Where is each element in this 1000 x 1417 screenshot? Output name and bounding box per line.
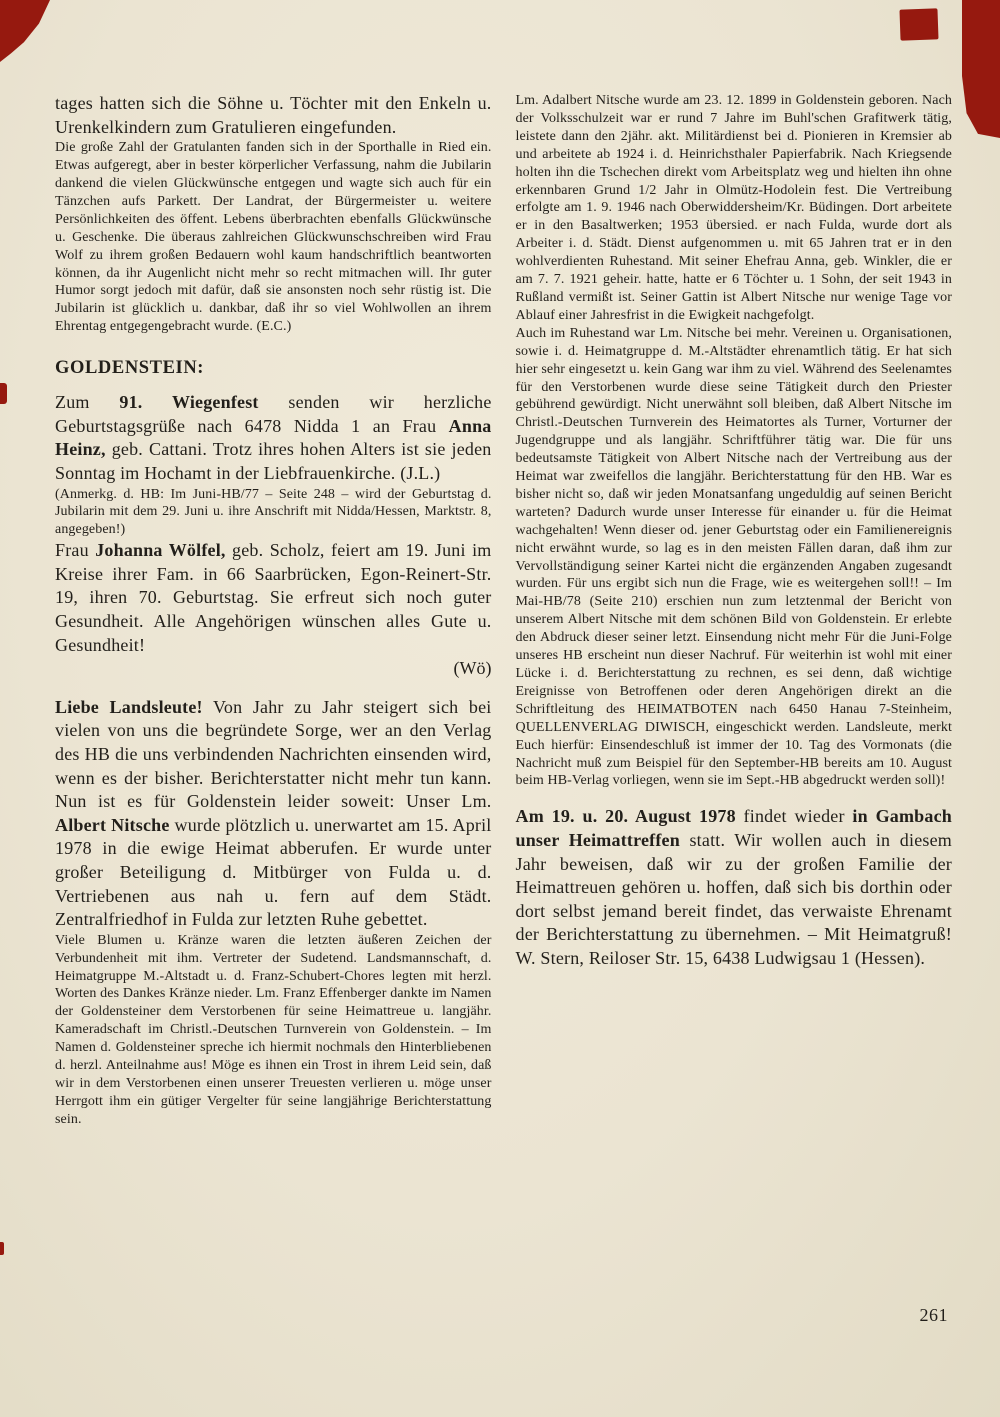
- signature-woe: (Wö): [453, 658, 492, 679]
- two-column-text-area: [55, 92, 952, 1129]
- left-column: [55, 92, 492, 1129]
- red-ink-stain-top-left: [0, 0, 50, 62]
- red-ink-mark-left-edge-lower: [0, 1242, 4, 1255]
- birthday-greeting-anna-heinz: Zum 91. Wiegenfest senden wir herzliche Geburtstagsgrüße nach 6478 Nidda 1 an Frau Anna Heinz, geb. Cattani. Trotz ihres hohen Alters ist sie jeden Sonntag im Hochamt in der Liebfrauenkirche. (J.L.): [55, 392, 492, 483]
- heimattreffen-announcement-paragraph: Am 19. u. 20. August 1978 findet wieder in Gambach unser Heimattreffen statt. Wir wollen auch in diesem Jahr beweisen, daß wir zu der großen Familie der Heimattreuen gehören u. hoffen, daß sich bis dorthin oder dort selbst jemand bereit findet, das verwaiste Ehrenamt der Berichterstattung zu übernehmen. – Mit Heimatgruß! W. Stern, Reiloser Str. 15, 6438 Ludwigsau 1 (Hessen).: [515, 806, 952, 968]
- birthday-greeting-johanna-woelfel: Frau Johanna Wölfel, geb. Scholz, feiert am 19. Juni im Kreise ihrer Fam. in 66 Saarbrücken, Egon-Reinert-Str. 19, ihren 70. Geburtstag. Sie erfreut sich noch guter Gesundheit. Alle Angehörigen wünschen alles Gute u. Gesundheit!: [55, 540, 492, 655]
- funeral-report-paragraph: Viele Blumen u. Kränze waren die letzten äußeren Zeichen der Verbundenheit mit ihm. Vertreter der Sudetend. Landsmannschaft, d. Heimatgruppe M.-Altstadt u. d. Franz-Schubert-Chores legten mit herzl. Worten des Dankes Kränze nieder. Lm. Franz Effenberger dankte im Namen der Goldensteiner dem Verstorbenen für seine Heimattreue u. langjähr. Kameradschaft im Christl.-Deutschen Turnverein von Goldenstein. – Im Namen d. Goldensteiner spreche ich hiermit nochmals den Hinterbliebenen d. herzl. Anteilnahme aus! Möge es ihnen ein Trost in ihrem Leid sein, daß wir in dem Verstorbenen einen unserer Treuesten verlieren u. möge unser Herrgott ihm ein gütiger Vergelter für seine langjährige Berichterstattung sein.: [55, 932, 492, 1127]
- red-ink-mark-left-edge-upper: [0, 383, 7, 404]
- page-number: 261: [919, 1305, 948, 1325]
- red-ink-stain-top-right-block: [899, 8, 938, 40]
- obituary-announcement-paragraph: Liebe Landsleute! Von Jahr zu Jahr steigert sich bei vielen von uns die begründete Sorge, wer an den Verlag des HB die uns verbindenden Nachrichten einsenden wird, wenn es der bisher. Berichterstatter nicht mehr tun kann. Nun ist es für Goldenstein leider soweit: Unser Lm. Albert Nitsche wurde plötzlich u. unerwartet am 15. April 1978 in die ewige Heimat abberufen. Er wurde unter großer Beteiligung d. Mitbürger von Fulda u. d. Vertriebenen aus nah u. fern auf dem Städt. Zentralfriedhof in Fulda zur letzten Ruhe gebettet.: [55, 696, 492, 930]
- biography-paragraph: Lm. Adalbert Nitsche wurde am 23. 12. 1899 in Goldenstein geboren. Nach der Volksschulzeit war er rund 7 Jahre im Buhl'schen Grafitwerk tätig, leistete dann den 2jähr. akt. Militärdienst bei d. Pionieren in Kremsier ab und arbeitete ab 1924 i. d. Heinrichsthaler Papierfabrik. Nach Kriegsende holten ihn die Tschechen direkt vom Arbeitsplatz weg und hielten ihn ohne erkennbaren Grund 1/2 Jahr in Olmütz-Hodolein fest. Die Vertreibung erfolgte am 1. 9. 1946 nach Oberwiddersheim/Kr. Büdingen. Dort arbeitete er in den Basaltwerken; 1953 übersied. er nach Fulda, wurde dort als Arbeiter i. d. Städt. Dienst aufgenommen u. mit 65 Jahren trat er in den wohlverdienten Ruhestand. Mit seiner Ehefrau Anna, geb. Winkler, die er am 7. 7. 1921 geheir. hatte, hatte er 6 Töchter u. 1 Sohn, der seit 1943 in Rußland vermißt ist. Seiner Gattin ist Albert Nitsche nur wenige Tage vor Ablauf einer Jahresfrist in die Ewigkeit nachgefolgt.: [515, 93, 952, 323]
- tribute-and-editorial-paragraph: Auch im Ruhestand war Lm. Nitsche bei mehr. Vereinen u. Organisationen, sowie i. d. Heimatgruppe d. M.-Altstädter ehrenamtlich tätig. Er hat sich hier sehr eingesetzt u. kein Gang war ihm zu viel. Während des Seelenamtes für den Verstorbenen wurde diese seine Tätigkeit durch den Priester gebührend gewürdigt. Nicht unerwähnt soll bleiben, daß Albert Nitsche im Christl.-Deutschen Turnverein des Heimatortes als Turner, Vorturner der Jugendgruppe und als langjähr. Schriftführer tätig war. Die für uns bedeutsamste Tätigkeit von Albert Nitsche nach der Vertreibung aus der Heimat war zweifellos die langjähr. Berichterstattung für den HB. War es bisher nicht so, daß wir jeden Monatsanfang ungeduldig auf seinen Bericht warteten? Dadurch wurde unser Interesse für einander u. für die Heimat wachgehalten! Wenn dieser od. jener Geburtstag oder ein Familienereignis nicht erwähnt wurde, so lag es in den meisten Fällen daran, daß ihm zur Vervollständigung seiner Kartei nicht die ergänzenden Angaben zugesandt wurden. Für uns ergibt sich nun die Frage, wie es weitergehen soll!! – Im Mai-HB/78 (Seite 210) erschien nun zum letztenmal der Bericht von unserem Albert Nitsche mit dem schönen Bild von Goldenstein. Er erlebte den Abdruck dieser seiner letzt. Einsendung nicht mehr Für die Juni-Folge unseres HB erscheint nun dieser Nachruf. Für weiterhin ist wohl mit einer Lücke i. d. Berichterstattung zu rechnen, es sei denn, daß wichtige Ereignisse von Betroffenen oder deren Angehörigen direkt an die Schriftleitung des HEIMATBOTEN nach 6450 Hanau 7-Steinheim, QUELLENVERLAG DIWISCH, eingeschickt werden. Landsleute, merkt Euch hierfür: Einsendeschluß ist immer der 10. Tag des Vormonats (die Nachricht muß zum Beispiel für den September-HB bereits am 10. August beim HB-Verlag vorliegen, wenn sie im Sept.-HB abgedruckt werden soll)!: [515, 325, 952, 789]
- continuation-paragraph: tages hatten sich die Söhne u. Töchter mit den Enkeln u. Urenkelkindern zum Gratulieren eingefunden.: [55, 93, 492, 137]
- red-ink-stain-top-right-strip: [962, 0, 1000, 138]
- editor-note-paragraph: (Anmerkg. d. HB: Im Juni-HB/77 – Seite 248 – wird der Geburtstag d. Jubilarin mit dem 29. Juni u. ihre Anschrift mit Nidda/Hessen, Marktstr. 8, angegeben!): [55, 486, 492, 538]
- birthday-report-paragraph: Die große Zahl der Gratulanten fanden sich in der Sporthalle in Ried ein. Etwas aufgeregt, aber in bester körperlicher Verfassung, nahm die Jubilarin dankend die vielen Glückwünsche entgegen und wagte sich auch für ein Tänzchen aufs Parkett. Der Landrat, der Bürgermeister u. weitere Persönlichkeiten des öffent. Lebens überbrachten ebenfalls Glückwünsche u. Geschenke. Die überaus zahlreichen Glückwunschschreiben wird Frau Wolf zu ihrem großen Bedauern wohl kaum handschriftlich beantworten können, da ihr Augenlicht nicht mehr so recht mitmachen will. Ihr guter Humor sorgt jedoch mit dafür, daß sie ansonsten noch sehr rüstig ist. Die Jubilarin ist glücklich u. dankbar, daß ihr so viel Wohlwollen an ihrem Ehrentag entgegengebracht wurde. (E.C.): [55, 140, 492, 335]
- section-heading-goldenstein: GOLDENSTEIN:: [55, 358, 205, 379]
- right-column: [516, 92, 953, 1129]
